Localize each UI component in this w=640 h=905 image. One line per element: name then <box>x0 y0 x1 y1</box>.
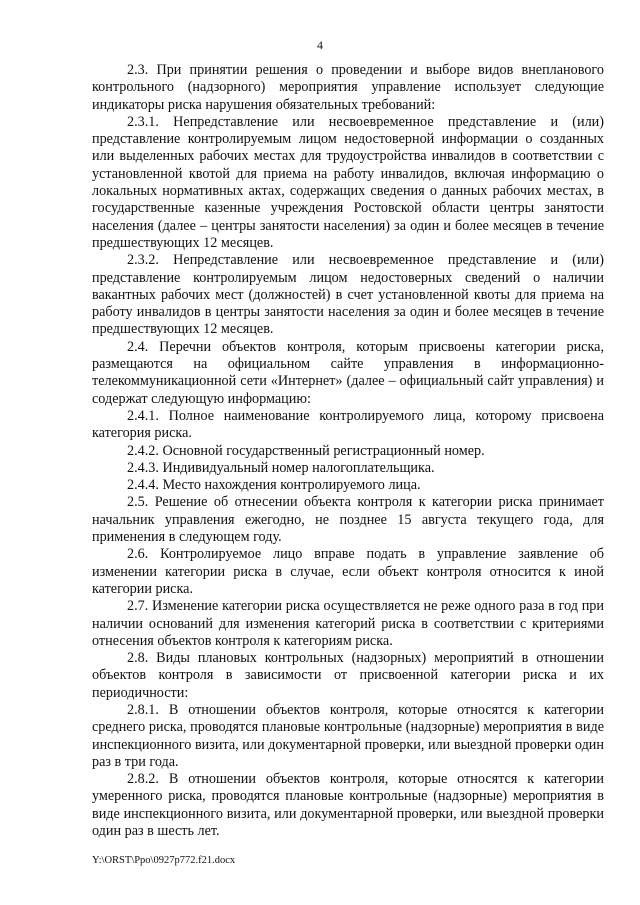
paragraph-2-4: 2.4. Перечни объектов контроля, которым присвоены категории риска, размещаются на официальном сайте управления в информационно-телекоммуникационной сети «Интернет» (далее – официальный сайт управления) и содержат следующую информацию: <box>92 338 604 407</box>
paragraph-2-8: 2.8. Виды плановых контрольных (надзорных) мероприятий в отношении объектов контроля в зависимости от присвоенной категории риска и их периодичности: <box>92 650 604 701</box>
paragraph-2-5: 2.5. Решение об отнесении объекта контроля к категории риска принимает начальник управления ежегодно, не позднее 15 августа текущего года, для применения в следующем году. <box>92 494 604 546</box>
paragraph-2-6: 2.6. Контролируемое лицо вправе подать в управление заявление об изменении категории риска в случае, если объект контроля относится к иной категории риска. <box>92 546 604 597</box>
file-path-footer: Y:\ORST\Ppo\0927p772.f21.docx <box>92 855 236 866</box>
paragraph-2-3-1: 2.3.1. Непредставление или несвоевременное представление и (или) представление контролируемым лицом недостоверной информации о созданных или выделенных рабочих местах для трудоустройства инвалидов в соответствии с установленной квотой для приема на работу инвалидов, включая информацию о локальных нормативных актах, содержащих сведения о данных рабочих местах, в государственные казенные учреждения Ростовской области центры занятости населения (далее – центры занятости населения) за один и более месяцев в течение предшествующих 12 месяцев. <box>92 113 604 251</box>
paragraph-2-4-2: 2.4.2. Основной государственный регистрационный номер. <box>127 442 485 459</box>
paragraph-2-8-2: 2.8.2. В отношении объектов контроля, которые относятся к категории умеренного риска, проводятся плановые контрольные (надзорные) мероприятия в виде инспекционного визита, или документарной проверки, или выездной проверки один раз в шесть лет. <box>92 771 604 840</box>
paragraph-2-7: 2.7. Изменение категории риска осуществляется не реже одного раза в год при наличии оснований для изменения категорий риска в соответствии с критериями отнесения объектов контроля к категориям риска. <box>92 598 604 649</box>
paragraph-2-3: 2.3. При принятии решения о проведении и выборе видов внепланового контрольного (надзорного) мероприятия управление использует следующие индикаторы риска нарушения обязательных требований: <box>92 62 604 113</box>
paragraph-2-3-2: 2.3.2. Непредставление или несвоевременное представление и (или) представление контролируемым лицом недостоверных сведений о наличии вакантных рабочих мест (должностей) в счет установленной квоты для приема на работу инвалидов в центры занятости населения за один и более месяцев в течение предшествующих 12 месяцев. <box>92 252 604 338</box>
paragraph-2-4-3: 2.4.3. Индивидуальный номер налогоплательщика. <box>127 459 435 476</box>
page-number: 4 <box>317 38 323 52</box>
paragraph-2-4-1: 2.4.1. Полное наименование контролируемого лица, которому присвоена категория риска. <box>92 407 604 442</box>
paragraph-2-4-4: 2.4.4. Место нахождения контролируемого лица. <box>127 477 421 494</box>
paragraph-2-8-1: 2.8.1. В отношении объектов контроля, которые относятся к категории среднего риска, проводятся плановые контрольные (надзорные) мероприятия в виде инспекционного визита, или документарной проверки, или выездной проверки один раз в три года. <box>92 701 604 770</box>
document-body <box>92 62 604 840</box>
